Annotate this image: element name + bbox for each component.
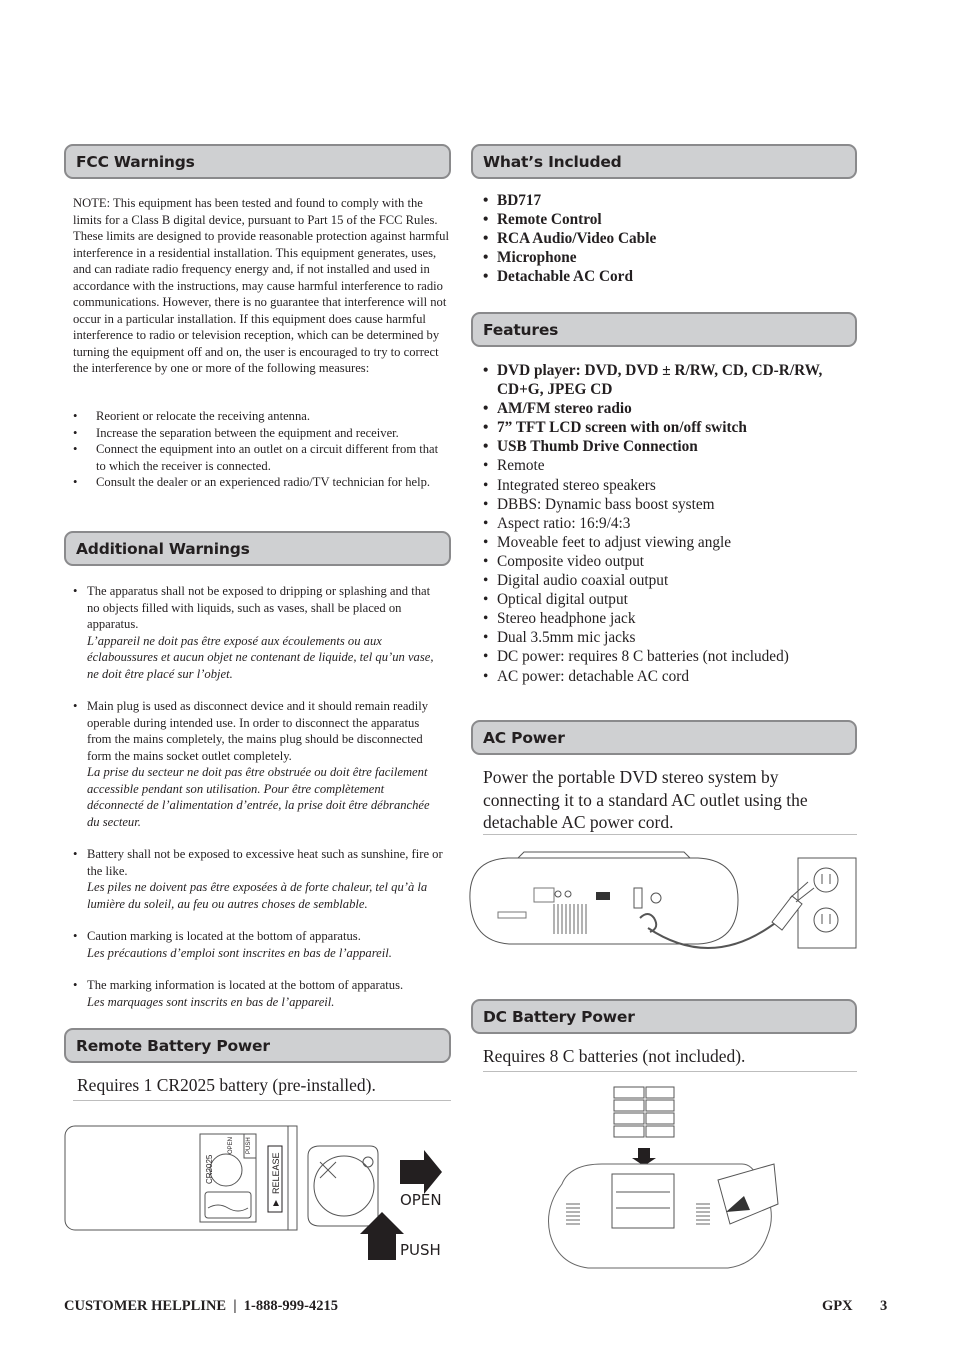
- list-item: • Optical digital output: [483, 590, 845, 609]
- remote-battery-title: Remote Battery Power: [76, 1037, 270, 1055]
- list-item: • The marking information is located at the bottom of apparatus. Les marquages sont inscrits en bas de l’appareil.: [73, 977, 443, 1010]
- list-item: • Battery shall not be exposed to excessive heat such as sunshine, fire or the like. Les piles ne doivent pas être exposées à de forte chaleur, tel qu’à la lumière du soleil, au feu ou autres choses de semblable.: [73, 846, 443, 912]
- release-label: RELEASE: [271, 1152, 281, 1194]
- page-number: 3: [880, 1298, 888, 1314]
- features-title: Features: [483, 321, 559, 339]
- list-item: • Stereo headphone jack: [483, 609, 845, 628]
- customer-helpline: CUSTOMER HELPLINE | 1-888-999-4215: [64, 1298, 339, 1314]
- list-item: • BD717: [483, 191, 853, 210]
- list-item: • RCA Audio/Video Cable: [483, 229, 853, 248]
- features-list: [483, 361, 845, 686]
- open-label: OPEN: [400, 1191, 442, 1209]
- fcc-note: NOTE: This equipment has been tested and found to comply with the limits for a Class B digital device, pursuant to Part 15 of the FCC Rules. These limits are designed to provide reasonable protection against harmful interference in a residential installation. This equipment generates, uses, and can radiate radio frequency energy and, if not installed and used in accordance with the instructions, may cause harmful interference to radio communications. However, there is no guarantee that interference will not occur in a particular installation. If this equipment does cause harmful interference to radio or television reception, which can be determined by turning the equipment off and on, the user is encouraged to try to correct the interference by one or more of the following measures:: [73, 196, 449, 375]
- ac-power-header: [471, 720, 857, 755]
- included-list: [483, 191, 853, 286]
- list-item: • Connect the equipment into an outlet on a circuit different from that to which the receiver is connected.: [73, 441, 451, 474]
- dc-battery-title: DC Battery Power: [483, 1008, 635, 1026]
- brand-name: GPX: [822, 1298, 853, 1314]
- additional-warnings-list: [73, 583, 443, 1026]
- remote-battery-illustration: [62, 1122, 452, 1262]
- list-item: • Caution marking is located at the bottom of apparatus. Les précautions d’emploi sont inscrites en bas de l’appareil.: [73, 928, 443, 961]
- push-label: PUSH: [400, 1241, 441, 1259]
- list-item: • The apparatus shall not be exposed to dripping or splashing and that no objects filled with liquids, such as vases, shall be placed on apparatus. L’appareil ne doit pas être exposé aux écoulements ou aux éclaboussures et aucun objet ne contenant de liquide, tel qu’un vase, ne doit être placé sur l’objet.: [73, 583, 443, 682]
- list-item: • Remote: [483, 456, 845, 475]
- list-item: • Microphone: [483, 248, 853, 267]
- whats-included-title: What’s Included: [483, 153, 622, 171]
- remote-battery-header: [64, 1028, 451, 1063]
- additional-warnings-header: [64, 531, 451, 566]
- list-item: • Main plug is used as disconnect device and it should remain readily operable during intended use. In order to disconnect the apparatus from the mains completely, the mains plug should be disconnected form the mains socket outlet completely. La prise du secteur ne doit pas être obstruée ou doit être facilement accessible pendant son utilisation. Pour être complètement déconnecté de l’alimentation d’entrée, la prise doit être débranchée du secteur.: [73, 698, 443, 830]
- divider: [483, 1071, 857, 1072]
- list-item: • Moveable feet to adjust viewing angle: [483, 533, 845, 552]
- list-item: • Reorient or relocate the receiving antenna.: [73, 408, 451, 425]
- fcc-measures-list: [73, 408, 451, 491]
- battery-model-label: CR2025: [205, 1154, 214, 1184]
- open-small-label: OPEN: [228, 1136, 234, 1154]
- fcc-warnings-title: FCC Warnings: [76, 153, 195, 171]
- dc-battery-illustration: [540, 1084, 790, 1270]
- list-item: • USB Thumb Drive Connection: [483, 437, 845, 456]
- list-item: • Detachable AC Cord: [483, 267, 853, 286]
- list-item: • Increase the separation between the equipment and receiver.: [73, 425, 451, 442]
- divider: [483, 834, 857, 835]
- features-header: [471, 312, 857, 347]
- list-item: • Integrated stereo speakers: [483, 476, 845, 495]
- dc-battery-header: [471, 999, 857, 1034]
- list-item: • DVD player: DVD, DVD ± R/RW, CD, CD-R/RW, CD+G, JPEG CD: [483, 361, 845, 399]
- list-item: • Dual 3.5mm mic jacks: [483, 628, 845, 647]
- list-item: • DBBS: Dynamic bass boost system: [483, 495, 845, 514]
- push-small-label: PUSH: [246, 1137, 252, 1154]
- remote-battery-text: Requires 1 CR2025 battery (pre-installed).: [77, 1075, 376, 1095]
- list-item: • DC power: requires 8 C batteries (not included): [483, 647, 845, 666]
- divider: [73, 1100, 451, 1101]
- dc-battery-text: Requires 8 C batteries (not included).: [483, 1046, 746, 1066]
- list-item: • Consult the dealer or an experienced radio/TV technician for help.: [73, 474, 451, 491]
- ac-power-text: Power the portable DVD stereo system by connecting it to a standard AC outlet using the detachable AC power cord.: [483, 767, 808, 832]
- ac-power-title: AC Power: [483, 729, 565, 747]
- whats-included-header: [471, 144, 857, 179]
- ac-power-illustration: [468, 848, 860, 978]
- list-item: • Composite video output: [483, 552, 845, 571]
- list-item: • 7” TFT LCD screen with on/off switch: [483, 418, 845, 437]
- list-item: • AC power: detachable AC cord: [483, 667, 845, 686]
- list-item: • Digital audio coaxial output: [483, 571, 845, 590]
- additional-warnings-title: Additional Warnings: [76, 540, 250, 558]
- list-item: • Aspect ratio: 16:9/4:3: [483, 514, 845, 533]
- fcc-warnings-header: [64, 144, 451, 179]
- list-item: • Remote Control: [483, 210, 853, 229]
- list-item: • AM/FM stereo radio: [483, 399, 845, 418]
